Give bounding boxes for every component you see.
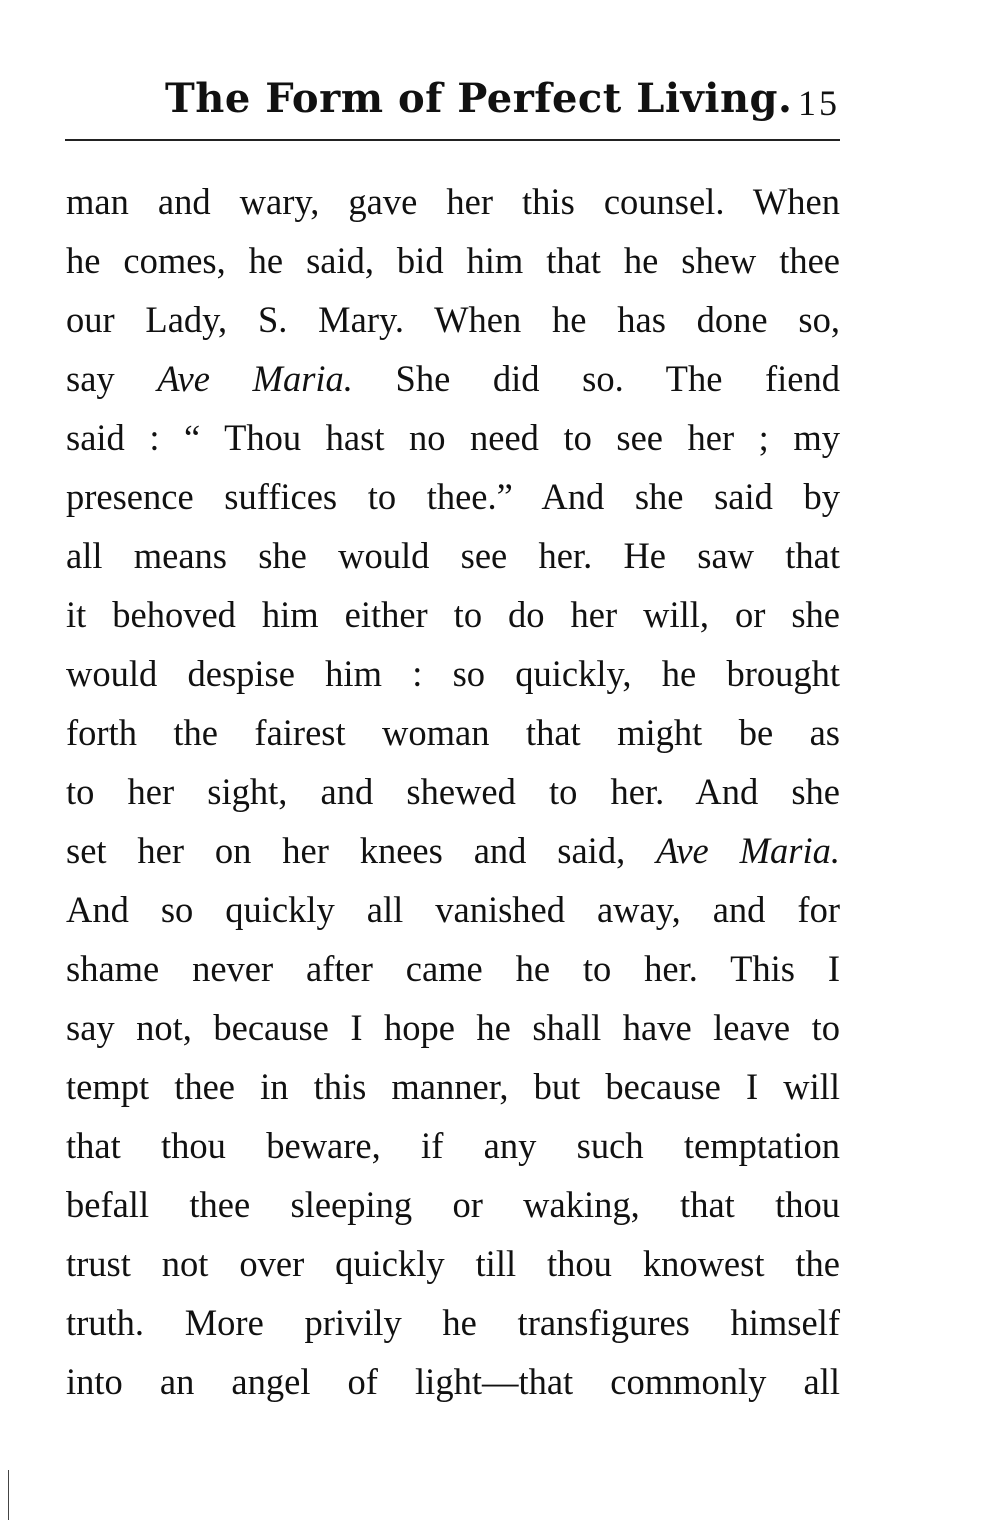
text-line: forth the fairest woman that might be as	[66, 712, 840, 753]
text-line: into an angel of light—that commonly all	[66, 1361, 840, 1402]
text-fragment: set her on her knees and said,	[66, 830, 626, 871]
italic-phrase: Ave Maria.	[656, 830, 841, 871]
text-line: tempt thee in this manner, but because I will	[66, 1066, 840, 1107]
text-line: to her sight, and shewed to her. And she	[66, 771, 840, 812]
body-text	[66, 172, 840, 1411]
text-line: truth. More privily he transfigures himself	[66, 1302, 840, 1343]
text-line: trust not over quickly till thou knowest the	[66, 1243, 840, 1284]
text-line	[66, 821, 840, 880]
gutter-mark	[8, 1470, 9, 1520]
running-title: The Form of Perfect Living.	[165, 75, 793, 122]
text-fragment: She did so. The fiend	[395, 358, 841, 399]
text-line: that thou beware, if any such temptation	[66, 1125, 840, 1166]
text-line: shame never after came he to her. This I	[66, 948, 840, 989]
page-number: 15	[798, 83, 840, 123]
text-line: man and wary, gave her this counsel. When	[66, 181, 840, 222]
text-line	[66, 349, 840, 408]
text-line: presence suffices to thee.” And she said by	[66, 476, 840, 517]
text-line: it behoved him either to do her will, or she	[66, 594, 840, 635]
text-line: he comes, he said, bid him that he shew thee	[66, 240, 840, 281]
italic-phrase: Ave Maria.	[157, 358, 353, 399]
page-header	[65, 68, 840, 130]
text-fragment: say	[66, 358, 115, 399]
text-line: said : “ Thou hast no need to see her ; my	[66, 417, 840, 458]
text-line: our Lady, S. Mary. When he has done so,	[66, 299, 840, 340]
header-rule	[65, 139, 840, 141]
text-line: would despise him : so quickly, he brought	[66, 653, 840, 694]
text-line: And so quickly all vanished away, and for	[66, 889, 840, 930]
text-line: befall thee sleeping or waking, that thou	[66, 1184, 840, 1225]
text-line: say not, because I hope he shall have leave to	[66, 1007, 840, 1048]
text-line: all means she would see her. He saw that	[66, 535, 840, 576]
